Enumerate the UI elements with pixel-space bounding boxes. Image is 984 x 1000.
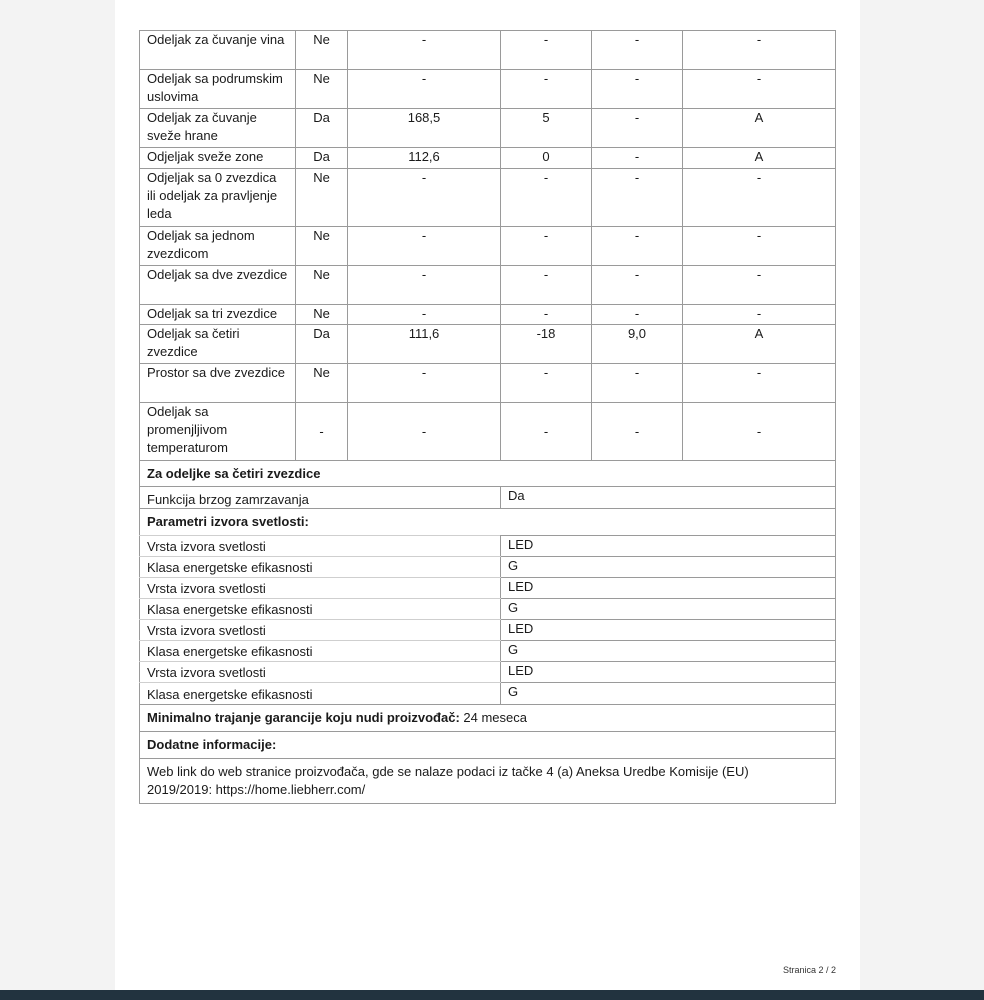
compartment-name: Odjeljak sa 0 zvezdica ili odeljak za pravljenje leda bbox=[140, 169, 296, 227]
compartment-volume: - bbox=[348, 169, 501, 227]
warranty-value: 24 meseca bbox=[463, 710, 527, 725]
compartment-climate-class: - bbox=[683, 70, 836, 109]
compartment-name: Odjeljak sveže zone bbox=[140, 148, 296, 169]
page-number: Stranica 2 / 2 bbox=[782, 965, 836, 975]
compartment-row bbox=[140, 364, 836, 403]
light-source-row bbox=[140, 662, 836, 683]
compartment-row bbox=[140, 169, 836, 227]
compartment-temperature: - bbox=[501, 169, 592, 227]
compartment-volume: 168,5 bbox=[348, 109, 501, 148]
light-source-heading: Parametri izvora svetlosti: bbox=[140, 509, 836, 536]
compartment-name: Odeljak sa tri zvezdice bbox=[140, 305, 296, 325]
light-source-row bbox=[140, 599, 836, 620]
compartment-climate-class: - bbox=[683, 266, 836, 305]
compartment-freezing-capacity: - bbox=[592, 109, 683, 148]
additional-text bbox=[140, 759, 836, 804]
compartment-volume: - bbox=[348, 227, 501, 266]
compartment-name: Odeljak sa jednom zvezdicom bbox=[140, 227, 296, 266]
bottom-toolbar bbox=[0, 990, 984, 1000]
compartment-climate-class: A bbox=[683, 109, 836, 148]
additional-heading: Dodatne informacije: bbox=[140, 732, 836, 759]
compartment-row bbox=[140, 227, 836, 266]
compartment-name: Odeljak za čuvanje vina bbox=[140, 31, 296, 70]
compartment-freezing-capacity: - bbox=[592, 305, 683, 325]
manufacturer-link-line[interactable]: 2019/2019: https://home.liebherr.com/ bbox=[147, 782, 366, 797]
light-source-value: LED bbox=[501, 536, 836, 557]
compartment-climate-class: - bbox=[683, 227, 836, 266]
compartment-temperature: - bbox=[501, 266, 592, 305]
four-star-heading: Za odeljke sa četiri zvezdice bbox=[140, 461, 836, 487]
compartment-present: Da bbox=[296, 148, 348, 169]
compartment-temperature: - bbox=[501, 227, 592, 266]
compartment-temperature: - bbox=[501, 31, 592, 70]
compartment-temperature: - bbox=[501, 305, 592, 325]
compartment-volume: - bbox=[348, 364, 501, 403]
compartment-name: Odeljak sa podrumskim uslovima bbox=[140, 70, 296, 109]
light-source-label: Klasa energetske efikasnosti bbox=[140, 641, 501, 662]
compartment-volume: 112,6 bbox=[348, 148, 501, 169]
compartment-volume: - bbox=[348, 305, 501, 325]
document-page bbox=[115, 0, 860, 990]
compartment-row bbox=[140, 109, 836, 148]
quick-freeze-value: Da bbox=[501, 487, 836, 509]
light-source-row bbox=[140, 683, 836, 705]
light-source-row bbox=[140, 620, 836, 641]
light-source-value: G bbox=[501, 641, 836, 662]
compartment-row bbox=[140, 148, 836, 169]
compartment-climate-class: A bbox=[683, 148, 836, 169]
compartment-present: Ne bbox=[296, 266, 348, 305]
light-source-label: Vrsta izvora svetlosti bbox=[140, 536, 501, 557]
light-source-label: Klasa energetske efikasnosti bbox=[140, 683, 501, 705]
light-source-label: Vrsta izvora svetlosti bbox=[140, 662, 501, 683]
light-source-value: G bbox=[501, 599, 836, 620]
light-source-row bbox=[140, 557, 836, 578]
compartment-freezing-capacity: - bbox=[592, 70, 683, 109]
compartment-present: Ne bbox=[296, 31, 348, 70]
compartment-freezing-capacity: - bbox=[592, 31, 683, 70]
compartment-table bbox=[139, 30, 836, 461]
light-source-row bbox=[140, 641, 836, 662]
compartment-volume: - bbox=[348, 70, 501, 109]
compartment-temperature: - bbox=[501, 364, 592, 403]
compartment-freezing-capacity: - bbox=[592, 148, 683, 169]
compartment-climate-class: - bbox=[683, 31, 836, 70]
compartment-present: Ne bbox=[296, 364, 348, 403]
compartment-freezing-capacity: - bbox=[592, 403, 683, 461]
compartment-temperature: - bbox=[501, 70, 592, 109]
light-source-value: LED bbox=[501, 620, 836, 641]
compartment-present: Ne bbox=[296, 70, 348, 109]
compartment-temperature: 0 bbox=[501, 148, 592, 169]
light-source-value: LED bbox=[501, 578, 836, 599]
compartment-volume: 111,6 bbox=[348, 325, 501, 364]
compartment-climate-class: - bbox=[683, 169, 836, 227]
additional-section bbox=[139, 704, 836, 804]
compartment-climate-class: - bbox=[683, 305, 836, 325]
compartment-row bbox=[140, 403, 836, 461]
compartment-present: Da bbox=[296, 109, 348, 148]
light-source-value: G bbox=[501, 557, 836, 578]
compartment-row bbox=[140, 305, 836, 325]
quick-freeze-label: Funkcija brzog zamrzavanja bbox=[140, 487, 501, 509]
compartment-temperature: - bbox=[501, 403, 592, 461]
compartment-present: Ne bbox=[296, 227, 348, 266]
compartment-present: Ne bbox=[296, 169, 348, 227]
compartment-freezing-capacity: - bbox=[592, 227, 683, 266]
light-source-label: Klasa energetske efikasnosti bbox=[140, 599, 501, 620]
compartment-climate-class: - bbox=[683, 403, 836, 461]
compartment-name: Odeljak sa promenjljivom temperaturom bbox=[140, 403, 296, 461]
four-star-section bbox=[139, 460, 836, 536]
light-source-row bbox=[140, 536, 836, 557]
light-source-value: G bbox=[501, 683, 836, 705]
compartment-volume: - bbox=[348, 31, 501, 70]
compartment-present: Da bbox=[296, 325, 348, 364]
compartment-present: Ne bbox=[296, 305, 348, 325]
compartment-climate-class: - bbox=[683, 364, 836, 403]
compartment-row bbox=[140, 70, 836, 109]
light-source-value: LED bbox=[501, 662, 836, 683]
light-source-table bbox=[139, 535, 836, 705]
compartment-freezing-capacity: - bbox=[592, 266, 683, 305]
compartment-row bbox=[140, 31, 836, 70]
light-source-label: Vrsta izvora svetlosti bbox=[140, 620, 501, 641]
warranty-label: Minimalno trajanje garancije koju nudi proizvođač: bbox=[147, 710, 460, 725]
warranty-row bbox=[140, 705, 836, 732]
additional-text-line1: Web link do web stranice proizvođača, gde se nalaze podaci iz tačke 4 (a) Aneksa Uredbe Komisije (EU) bbox=[147, 764, 749, 779]
compartment-freezing-capacity: 9,0 bbox=[592, 325, 683, 364]
light-source-label: Klasa energetske efikasnosti bbox=[140, 557, 501, 578]
compartment-name: Odeljak sa četiri zvezdice bbox=[140, 325, 296, 364]
compartment-temperature: 5 bbox=[501, 109, 592, 148]
compartment-name: Odeljak za čuvanje sveže hrane bbox=[140, 109, 296, 148]
compartment-freezing-capacity: - bbox=[592, 169, 683, 227]
compartment-name: Odeljak sa dve zvezdice bbox=[140, 266, 296, 305]
compartment-name: Prostor sa dve zvezdice bbox=[140, 364, 296, 403]
light-source-row bbox=[140, 578, 836, 599]
compartment-present: - bbox=[296, 403, 348, 461]
compartment-row bbox=[140, 325, 836, 364]
compartment-volume: - bbox=[348, 403, 501, 461]
light-source-label: Vrsta izvora svetlosti bbox=[140, 578, 501, 599]
compartment-climate-class: A bbox=[683, 325, 836, 364]
compartment-freezing-capacity: - bbox=[592, 364, 683, 403]
compartment-row bbox=[140, 266, 836, 305]
compartment-temperature: -18 bbox=[501, 325, 592, 364]
compartment-volume: - bbox=[348, 266, 501, 305]
